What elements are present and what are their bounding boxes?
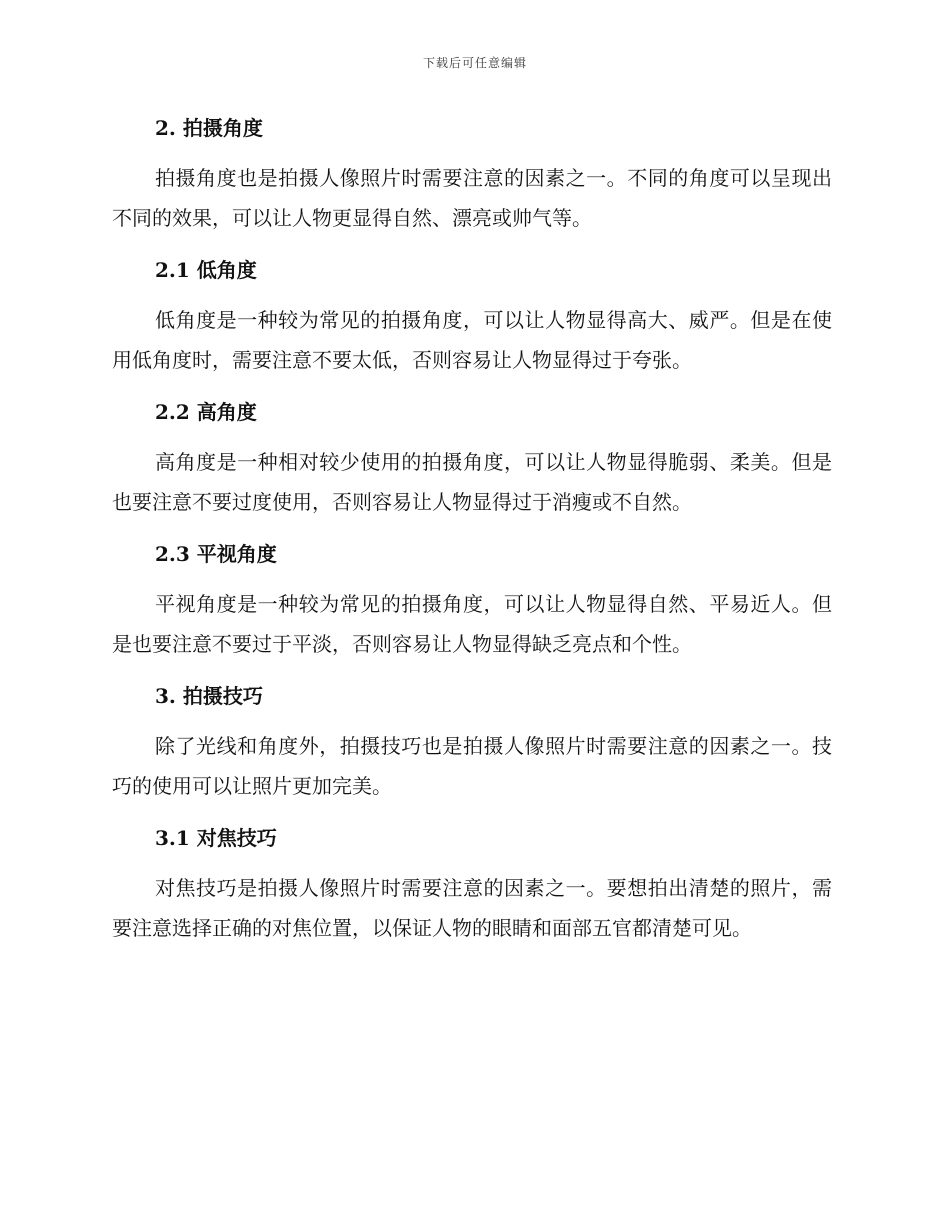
section-heading: 3.1 对焦技巧 — [155, 826, 277, 850]
section-heading: 2.2 高角度 — [155, 400, 257, 424]
section-shooting-angle — [112, 108, 832, 238]
section-eye-level-angle — [112, 534, 832, 664]
section-paragraph: 对焦技巧是拍摄人像照片时需要注意的因素之一。要想拍出清楚的照片，需要注意选择正确的对焦位置，以保证人物的眼睛和面部五官都清楚可见。 — [112, 876, 832, 940]
document-body — [112, 108, 832, 960]
section-heading: 2.3 平视角度 — [155, 542, 277, 566]
page-header: 下载后可任意编辑 — [422, 56, 527, 70]
section-paragraph: 高角度是一种相对较少使用的拍摄角度，可以让人物显得脆弱、柔美。但是也要注意不要过度使用，否则容易让人物显得过于消瘦或不自然。 — [112, 450, 832, 514]
section-heading: 2. 拍摄角度 — [155, 116, 263, 140]
section-high-angle — [112, 392, 832, 522]
section-low-angle — [112, 250, 832, 380]
section-paragraph: 平视角度是一种较为常见的拍摄角度，可以让人物显得自然、平易近人。但是也要注意不要过于平淡，否则容易让人物显得缺乏亮点和个性。 — [112, 592, 832, 656]
section-paragraph: 除了光线和角度外，拍摄技巧也是拍摄人像照片时需要注意的因素之一。技巧的使用可以让照片更加完美。 — [112, 734, 832, 798]
section-paragraph: 低角度是一种较为常见的拍摄角度，可以让人物显得高大、威严。但是在使用低角度时，需要注意不要太低，否则容易让人物显得过于夸张。 — [112, 308, 832, 372]
section-focus-technique — [112, 818, 832, 948]
section-heading: 3. 拍摄技巧 — [155, 684, 263, 708]
section-heading: 2.1 低角度 — [155, 258, 257, 282]
section-paragraph: 拍摄角度也是拍摄人像照片时需要注意的因素之一。不同的角度可以呈现出不同的效果，可以让人物更显得自然、漂亮或帅气等。 — [112, 166, 832, 230]
section-shooting-techniques — [112, 676, 832, 806]
